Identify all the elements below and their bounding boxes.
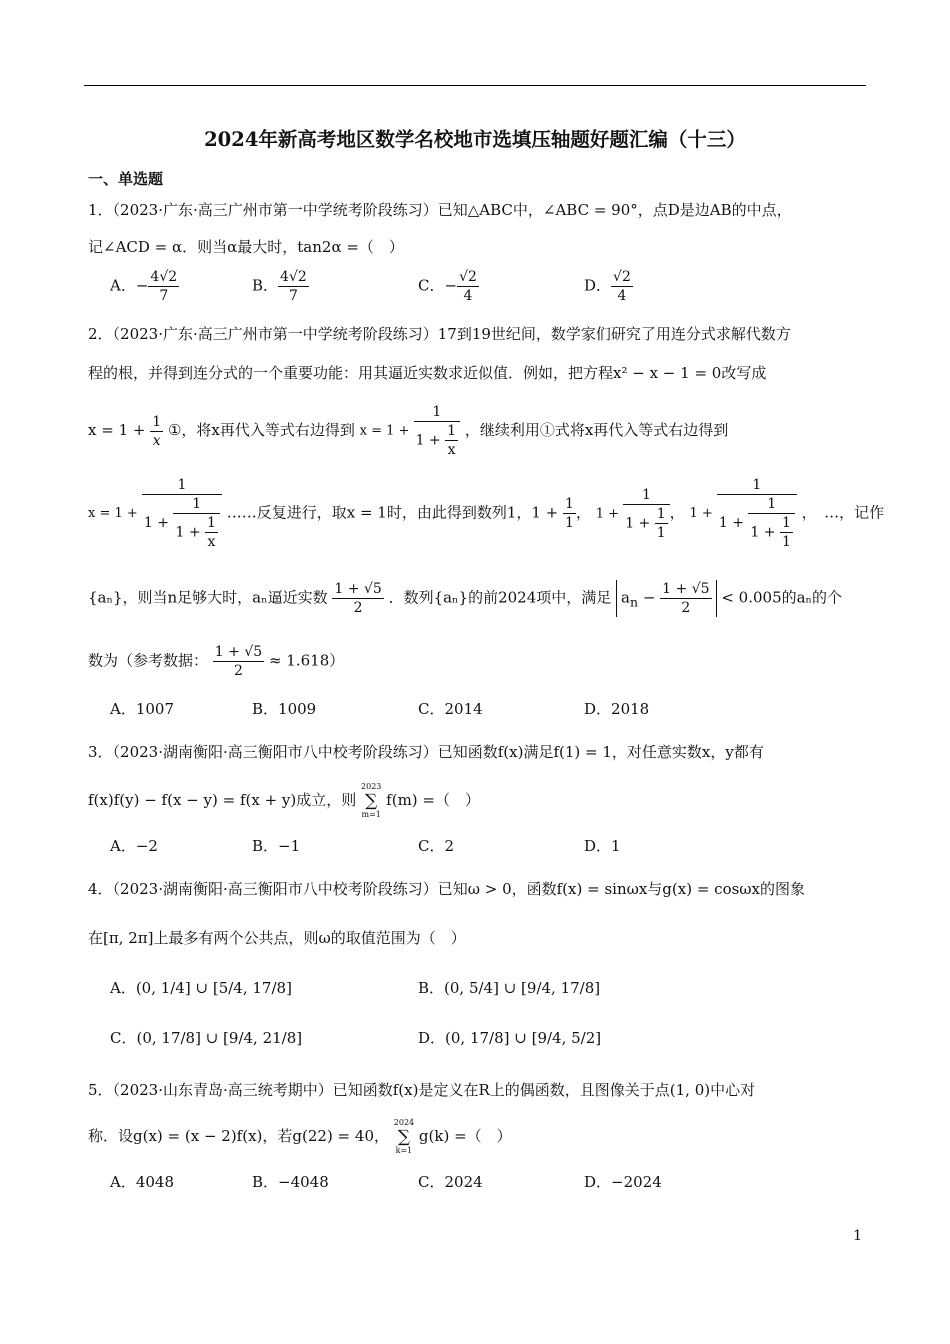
- q5-option-d[interactable]: D．−2024: [584, 1173, 662, 1191]
- q2-option-c[interactable]: C．2014: [418, 700, 483, 718]
- q4-option-c[interactable]: C．(0, 17/8] ∪ [9/4, 21/8]: [110, 1029, 303, 1047]
- q4-line1: 4．（2023·湖南衡阳·高三衡阳市八中校考阶段练习）已知ω > 0，函数f(x) = sinωx与g(x) = cosωx的图象: [88, 880, 805, 898]
- q4-option-b[interactable]: B．(0, 5/4] ∪ [9/4, 17/8]: [418, 979, 601, 997]
- q1-line1: 1．（2023·广东·高三广州市第一中学统考阶段练习）已知△ABC中，∠ABC = 90°，点D是边AB的中点，: [88, 201, 792, 219]
- continued-fraction-1: x = 1 + 1 1 + $\frac{1}{x}$: [360, 403, 460, 459]
- q2-line2: 程的根，并得到连分式的一个重要功能：用其逼近实数求近似值．例如，把方程x² − x − 1 = 0改写成: [88, 364, 767, 382]
- summation-symbol: 2024 ∑ k=1: [393, 1118, 415, 1155]
- q5-line2: 称．设g(x) = (x − 2)f(x)，若g(22) = 40， 2024 ∑ k=1 g(k) =（ ）: [88, 1118, 512, 1155]
- q2-line1: 2．（2023·广东·高三广州市第一中学统考阶段练习）17到19世纪间，数学家们研究了用连分式求解代数方: [88, 325, 791, 343]
- q2-line4: x = 1 + 1 1 + 1 1 + $\frac{1}{x}$ ……反复进行，取x = 1时，由此得到数列1，1 + $\frac{1}{1}$ ， 1 + 1 1 + $\frac{1}{1}$ ， 1 + 1 1 + 1 1 + $\frac{1}{1}$ ， …，记作: [88, 477, 885, 550]
- q5-line1: 5．（2023·山东青岛·高三统考期中）已知函数f(x)是定义在R上的偶函数，且图像关于点(1, 0)中心对: [88, 1081, 756, 1099]
- q2-line3: x = 1 + $\frac{1}{x}$ ①，将x再代入等式右边得到 x = 1 + 1 1 + $\frac{1}{x}$ ，继续利用①式将x再代入等式右边得到: [88, 404, 729, 458]
- q4-option-d[interactable]: D．(0, 17/8] ∪ [9/4, 5/2]: [418, 1029, 602, 1047]
- q2-line6: 数为（参考数据： $\frac{1 + √5}{2}$ ≈ 1.618）: [88, 644, 345, 679]
- q4-line2: 在[π, 2π]上最多有两个公共点，则ω的取值范围为（ ）: [88, 929, 466, 947]
- q1-option-d[interactable]: D． $\frac{√2}{4}$: [584, 269, 631, 304]
- q4-option-a[interactable]: A．(0, 1/4] ∪ [5/4, 17/8]: [110, 979, 292, 997]
- header-rule: [84, 85, 866, 86]
- q3-option-d[interactable]: D．1: [584, 837, 621, 855]
- q2-option-d[interactable]: D．2018: [584, 700, 650, 718]
- q1-line2: 记∠ACD = α．则当α最大时，tan2α =（ ）: [88, 238, 404, 256]
- section-heading: 一、单选题: [88, 170, 164, 188]
- document-title: 2024年新高考地区数学名校地市选填压轴题好题汇编（十三）: [204, 128, 746, 151]
- q2-option-a[interactable]: A．1007: [110, 700, 175, 718]
- q2-line5: {aₙ}，则当n足够大时，aₙ逼近实数 $\frac{1 + √5}{2}$ ．数列{aₙ}的前2024项中，满足 $a_n$ − $\frac{1 + √5}{2}$ < 0.005的aₙ的个: [88, 581, 843, 616]
- q3-line2: f(x)f(y) − f(x − y) = f(x + y)成立，则 2023 ∑ m=1 f(m) =（ ）: [88, 782, 480, 819]
- page-number: 1: [853, 1228, 862, 1244]
- q3-line1: 3．（2023·湖南衡阳·高三衡阳市八中校考阶段练习）已知函数f(x)满足f(1) = 1，对任意实数x，y都有: [88, 743, 764, 761]
- q5-option-b[interactable]: B．−4048: [252, 1173, 329, 1191]
- summation-symbol: 2023 ∑ m=1: [361, 782, 382, 819]
- q3-option-b[interactable]: B．−1: [252, 837, 301, 855]
- q3-option-c[interactable]: C．2: [418, 837, 455, 855]
- q1-option-a[interactable]: A．− $\frac{4√2}{7}$: [110, 269, 178, 304]
- continued-fraction-2: x = 1 + 1 1 + 1 1 + $\frac{1}{x}$: [88, 476, 222, 551]
- q5-option-c[interactable]: C．2024: [418, 1173, 483, 1191]
- q2-option-b[interactable]: B．1009: [252, 700, 317, 718]
- q1-option-b[interactable]: B． $\frac{4√2}{7}$: [252, 269, 307, 304]
- q3-option-a[interactable]: A．−2: [110, 837, 158, 855]
- q5-option-a[interactable]: A．4048: [110, 1173, 175, 1191]
- q1-option-c[interactable]: C．− $\frac{√2}{4}$: [418, 269, 477, 304]
